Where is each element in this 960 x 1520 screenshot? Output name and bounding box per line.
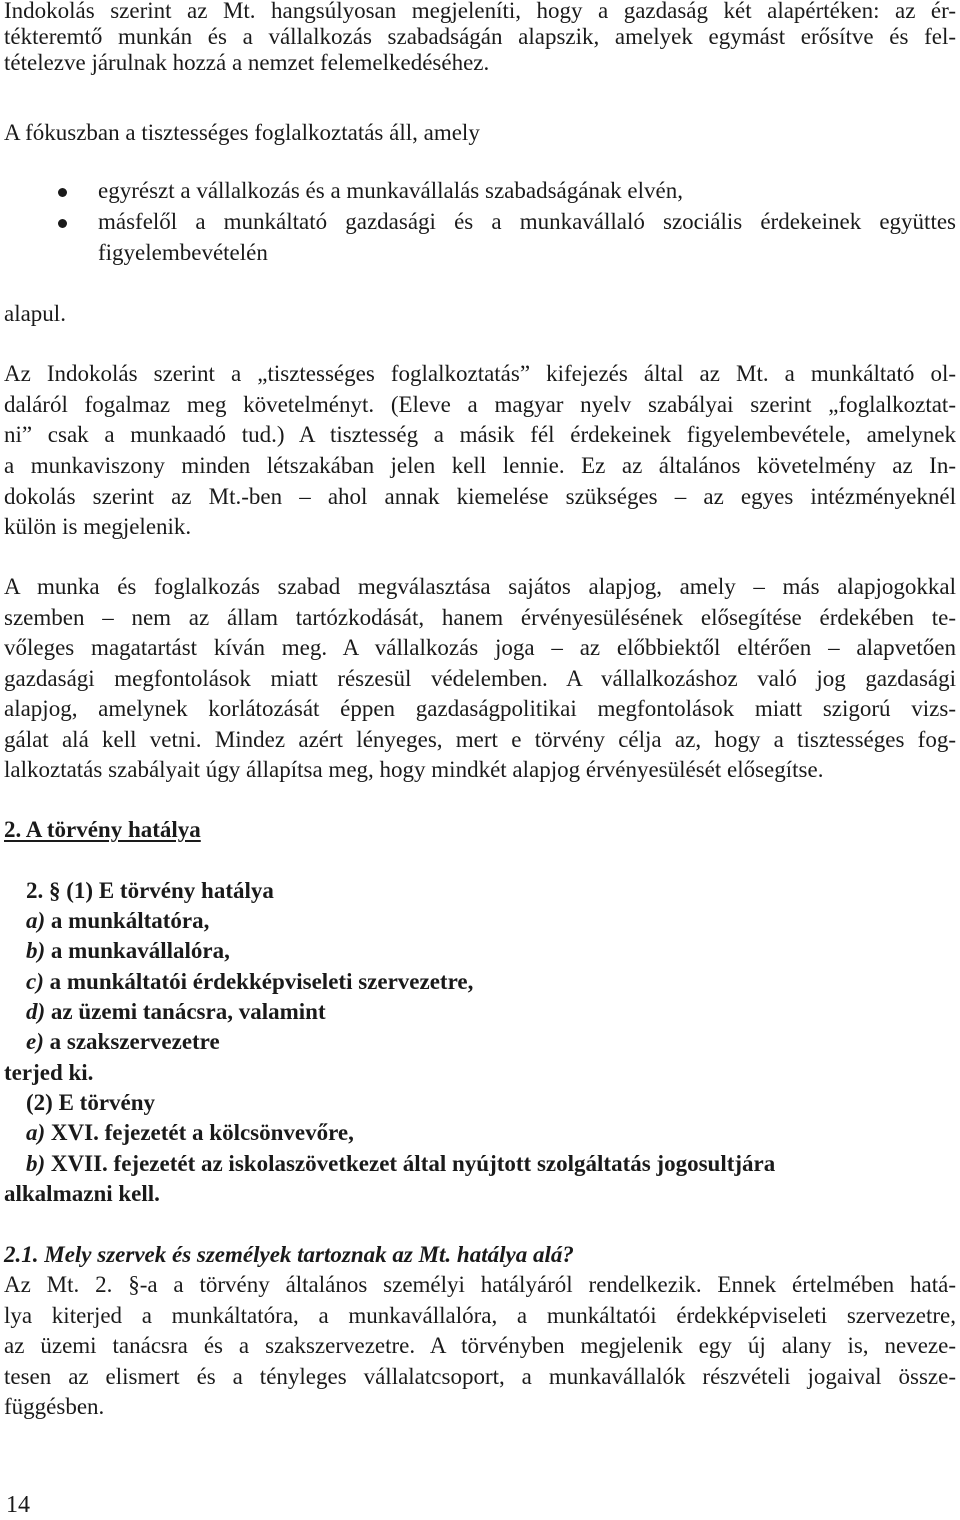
text-line: lya kiterjed a munkáltatóra, a munkavállalóra, a munkáltatói érdekképviseleti szervezetre,	[4, 1303, 956, 1328]
bullet-item: egyrészt a vállalkozás és a munkavállalás szabadságának elvén,	[98, 178, 683, 203]
law-item: b) a munkavállalóra,	[26, 938, 230, 963]
text-line: gálat alá kell vetni. Mindez azért lényeges, mert e törvény célja az, hogy a tisztességes fog-	[4, 727, 956, 752]
law-item: b) XVII. fejezetét az iskolaszövetkezet által nyújtott szolgáltatás jogosultjára	[26, 1151, 776, 1176]
text-line: szemben – nem az állam tartózkodását, hanem érvényesülésének elősegítése érdekében te-	[4, 605, 956, 630]
text-line: az üzemi tanácsra és a szakszervezetre. A törvényben megjelenik egy új alany is, neveze-	[4, 1333, 956, 1358]
law-item: a) XVI. fejezetét a kölcsönvevőre,	[26, 1120, 354, 1145]
text-line: dokolás szerint az Mt.-ben – ahol annak kiemelése szükséges – az egyes intézményeknél	[4, 484, 956, 509]
focus-line: A fókuszban a tisztességes foglalkoztatás áll, amely	[4, 120, 480, 145]
text-line: a munkaviszony minden létszakában jelen kell lennie. Ez az általános követelmény az In-	[4, 453, 956, 478]
bullet-item-continuation: figyelembevételén	[98, 240, 268, 265]
law-paragraph-1-tail: terjed ki.	[4, 1060, 94, 1085]
law-paragraph-2-head: (2) E törvény	[26, 1090, 156, 1115]
text-line: daláról fogalmaz meg követelményt. (Eleve a magyar nyelv szabályai szerint „foglalkoztat-	[4, 392, 956, 417]
text-line: külön is megjelenik.	[4, 514, 192, 539]
text-line: tételezve járulnak hozzá a nemzet felemelkedéséhez.	[4, 50, 490, 75]
text-line: lalkoztatás szabályait úgy állapítsa meg, hogy mindkét alapjog érvényesülését elősegítse.	[4, 757, 824, 782]
bullet-dot-icon	[58, 188, 67, 197]
alapul-line: alapul.	[4, 301, 66, 326]
text-line: ni” csak a munkaadó tud.) A tisztesség a másik fél érdekeinek figyelembevétele, amelynek	[4, 422, 956, 447]
law-item: d) az üzemi tanácsra, valamint	[26, 999, 326, 1024]
text-line: A munka és foglalkozás szabad megválasztása sajátos alapjog, amely – más alapjogokkal	[4, 574, 956, 599]
law-paragraph-1-head: 2. § (1) E törvény hatálya	[26, 878, 274, 903]
page-number: 14	[6, 1492, 30, 1518]
section-heading: 2. A törvény hatálya	[4, 817, 201, 842]
text-line: alapjog, amelynek korlátozását éppen gazdaságpolitikai megfontolások miatt szigorú vizs-	[4, 696, 956, 721]
text-line: gazdasági megfontolások miatt részesül védelemben. A vállalkozáshoz való jog gazdasági	[4, 666, 956, 691]
text-line: Az Mt. 2. §-a a törvény általános személyi hatályáról rendelkezik. Ennek értelmében hatá-	[4, 1272, 956, 1297]
text-line: Az Indokolás szerint a „tisztességes foglalkoztatás” kifejezés által az Mt. a munkáltató ol-	[4, 361, 956, 386]
subheading: 2.1. Mely szervek és személyek tartoznak az Mt. hatálya alá?	[4, 1242, 574, 1267]
bullet-dot-icon	[58, 219, 67, 228]
text-line: tesen az elismert és a tényleges vállalatcsoport, a munkavállalók részvételi jogaival össze-	[4, 1364, 956, 1389]
law-item: e) a szakszervezetre	[26, 1029, 220, 1054]
text-line: vőleges magatartást kíván meg. A vállalkozás joga – az előbbiektől eltérően – alapvetően	[4, 635, 956, 660]
bullet-item: másfelől a munkáltató gazdasági és a munkavállaló szociális érdekeinek együttes	[98, 209, 956, 234]
law-paragraph-2-tail: alkalmazni kell.	[4, 1181, 160, 1206]
text-line: tékteremtő munkán és a vállalkozás szabadságán alapszik, amelyek egymást erősítve és fel-	[4, 24, 956, 49]
law-item: a) a munkáltatóra,	[26, 908, 210, 933]
text-line: függésben.	[4, 1394, 105, 1419]
text-line: Indokolás szerint az Mt. hangsúlyosan megjeleníti, hogy a gazdaság két alapértéken: az ér-	[4, 0, 956, 23]
law-item: c) a munkáltatói érdekképviseleti szervezetre,	[26, 969, 474, 994]
